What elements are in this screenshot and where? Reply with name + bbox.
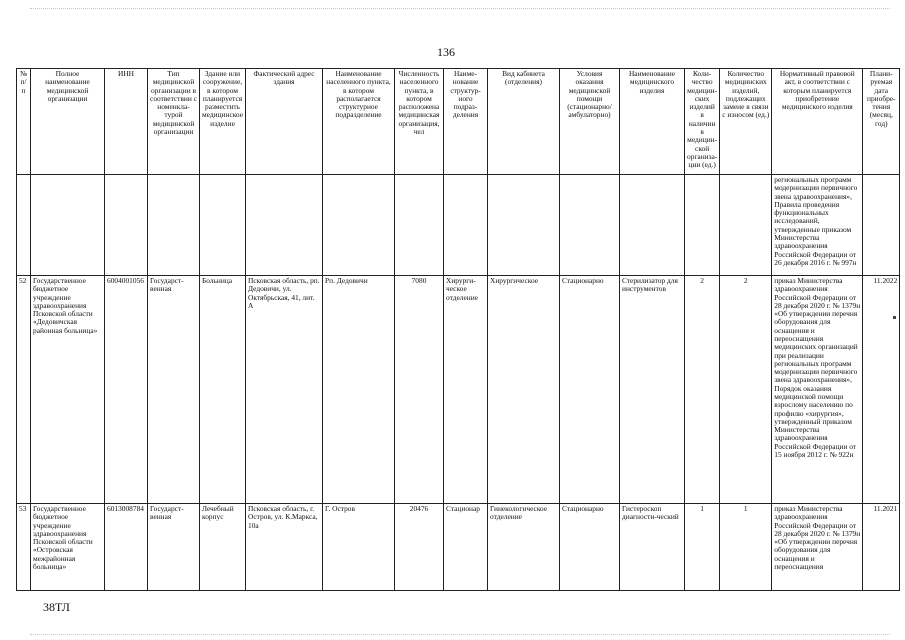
cell-cabinet: Гинекологическое отделение	[488, 504, 560, 591]
col-header-population: Численность населенного пункта, в котором расположена медицинская организация, чел	[395, 69, 444, 175]
cell-device: Гистероскоп диагности-ческий	[620, 504, 685, 591]
cell-available: 2	[685, 276, 720, 504]
col-header-device: Наименование медицинского изделия	[620, 69, 685, 175]
footer-mark: 38ТЛ	[43, 600, 70, 614]
margin-mark	[893, 316, 896, 319]
col-header-cabinet: Вид кабинета (отделения)	[488, 69, 560, 175]
col-header-org: Полное наименование медицинской организации	[31, 69, 105, 175]
cell-replace: 2	[720, 276, 772, 504]
cell-inn: 6004001056	[105, 276, 148, 504]
col-header-address: Фактический адрес здания	[246, 69, 323, 175]
cell-population: 7080	[395, 276, 444, 504]
cell-locality: Рп. Дедовичи	[323, 276, 395, 504]
col-header-type: Тип медицинской организации в соответствии с номенкла-турой медицинской организации	[148, 69, 200, 175]
col-header-inn: ИНН	[105, 69, 148, 175]
cell-available: 1	[685, 504, 720, 591]
cell-replace: 1	[720, 504, 772, 591]
col-header-available: Коли-чество медицин-ских изделий в наличии в медицин-ской организа-ции (ед.)	[685, 69, 720, 175]
cell-locality: Г. Остров	[323, 504, 395, 591]
cell-date: 11.2021	[863, 504, 900, 591]
col-header-building: Здание или сооружение, в котором планируется разместить медицинское изделие	[200, 69, 246, 175]
cell-cabinet: Хирургическое	[488, 276, 560, 504]
cell-legal-act: региональных программ модернизации первичного звена здравоохранения», Правила проведения функциональных исследований, утвержденные приказом Министерства здравоохранения Российской Федерации от 26 декабря 2016 г. № 997н	[772, 175, 863, 276]
table-row	[17, 504, 900, 591]
cell-num: 53	[17, 504, 31, 591]
col-header-replace: Количество медицинских изделий, подлежащих замене в связи с износом (ед.)	[720, 69, 772, 175]
cell-population: 20476	[395, 504, 444, 591]
table-row-continuation	[17, 175, 900, 276]
scan-edge-bottom	[30, 634, 890, 635]
cell-conditions: Стационарно	[560, 276, 620, 504]
cell-subdivision: Хирурги-ческое отделение	[444, 276, 488, 504]
col-header-subdivision: Наиме-нование структур-ного подраз-деления	[444, 69, 488, 175]
cell-device: Стерилизатор для инструментов	[620, 276, 685, 504]
cell-org: Государственное бюджетное учреждение здравоохранения Псковской области «Островская межрайонная больница»	[31, 504, 105, 591]
cell-address: Псковская область, г. Остров, ул. К.Маркса, 10а	[246, 504, 323, 591]
cell-org: Государственное бюджетное учреждение здравоохранения Псковской области «Дедовичская районная больница»	[31, 276, 105, 504]
col-header-locality: Наименование населенного пункта, в котором располагается структурное подразделение	[323, 69, 395, 175]
cell-building: Лечебный корпус	[200, 504, 246, 591]
cell-subdivision: Стационар	[444, 504, 488, 591]
table-row	[17, 276, 900, 504]
cell-inn: 6013008784	[105, 504, 148, 591]
cell-address: Псковская область, рп. Дедовичи, ул. Октябрьская, 41, лит. А	[246, 276, 323, 504]
col-header-date: Плани-руемая дата приобре-тения (месяц, год)	[863, 69, 900, 175]
cell-legal-act: приказ Министерства здравоохранения Российской Федерации от 28 декабря 2020 г. № 1379н «Об утверждении перечня оборудования для оснащения и переоснащения медицинских организаций при реализации региональных программ модернизации первичного звена здравоохранения», Порядок оказания медицинской помощи взрослому населению по профилю «хирургия», утвержденный приказом Министерства здравоохранения Российской Федерации от 15 ноября 2012 г. № 922н	[772, 276, 863, 504]
table-header-row	[17, 69, 900, 175]
cell-num: 52	[17, 276, 31, 504]
cell-type: Государст-венная	[148, 504, 200, 591]
cell-type: Государст-венная	[148, 276, 200, 504]
scan-edge-top	[30, 8, 890, 9]
cell-conditions: Стационарно	[560, 504, 620, 591]
col-header-num: № п/п	[17, 69, 31, 175]
cell-legal-act: приказ Министерства здравоохранения Российской Федерации от 28 декабря 2020 г. № 1379н «Об утверждении перечня оборудования для оснащения и переоснащения	[772, 504, 863, 591]
cell-date: 11.2022	[863, 276, 900, 504]
cell-building: Больница	[200, 276, 246, 504]
col-header-conditions: Условия оказания медицинской помощи (стационарно/ амбулаторно)	[560, 69, 620, 175]
page-number: 136	[437, 45, 455, 59]
equipment-register-table	[16, 68, 900, 591]
col-header-legal-act: Нормативный правовой акт, в соответствии с которым планируется приобретение медицинского изделия	[772, 69, 863, 175]
